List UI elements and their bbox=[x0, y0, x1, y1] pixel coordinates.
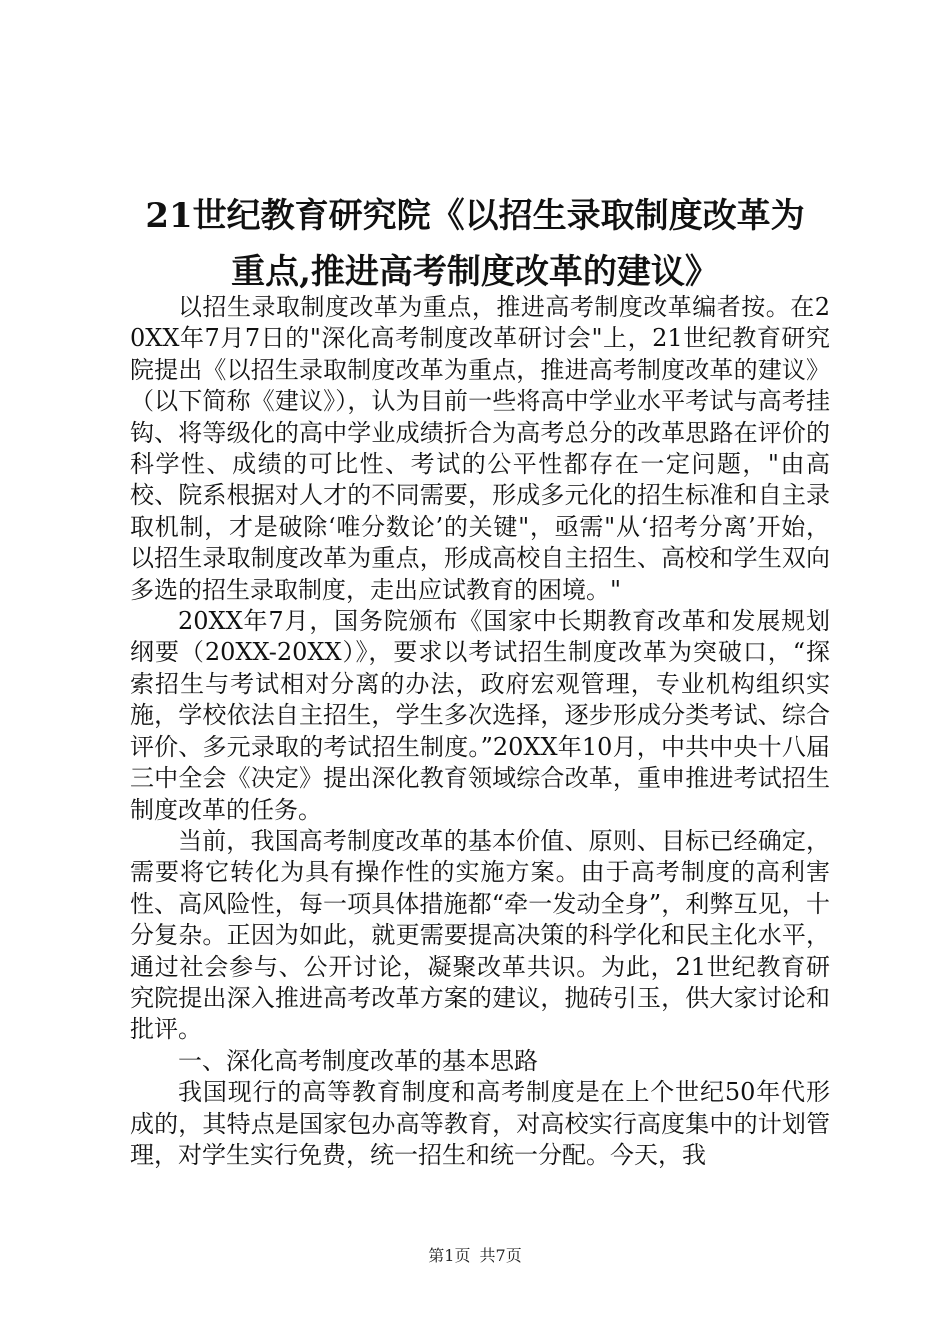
page-number: 第1页 bbox=[428, 1246, 471, 1265]
document-title-line-1: 21世纪教育研究院《以招生录取制度改革为 bbox=[145, 196, 805, 236]
paragraph-2: 20XX年7月，国务院颁布《国家中长期教育改革和发展规划纲要（20XX-20XX）》，要求以考试招生制度改革为突破口，“探索招生与考试相对分离的办法，政府宏观管理，专业机构组织实施，学校依法自主招生，学生多次选择，逐步形成分类考试、综合评价、多元录取的考试招生制度。”20XX年10月，中共中央十八届三中全会《决定》提出深化教育领域综合改革，重申推进考试招生制度改革的任务。 bbox=[130, 607, 830, 824]
paragraph-3: 当前，我国高考制度改革的基本价值、原则、目标已经确定，需要将它转化为具有操作性的实施方案。由于高考制度的高利害性、高风险性，每一项具体措施都“牵一发动全身”，利弊互见，十分复杂。正因为如此，就更需要提高决策的科学化和民主化水平，通过社会参与、公开讨论，凝聚改革共识。为此，21世纪教育研究院提出深入推进高考改革方案的建议，抛砖引玉，供大家讨论和批评。 bbox=[130, 826, 830, 1044]
section-heading: 一、深化高考制度改革的基本思路 bbox=[178, 1046, 538, 1075]
paragraph-4: 我国现行的高等教育制度和高考制度是在上个世纪50年代形成的，其特点是国家包办高等教育，对高校实行高度集中的计划管理，对学生实行免费，统一招生和统一分配。今天，我 bbox=[130, 1078, 830, 1169]
document-title-line-2: 重点,推进高考制度改革的建议》 bbox=[231, 252, 719, 292]
paragraph-1: 以招生录取制度改革为重点，推进高考制度改革编者按。在20XX年7月7日的"深化高考制度改革研讨会"上，21世纪教育研究院提出《以招生录取制度改革为重点，推进高考制度改革的建议》（以下简称《建议》），认为目前一些将高中学业水平考试与高考挂钩、将等级化的高中学业成绩折合为高考总分的改革思路在评价的科学性、成绩的可比性、考试的公平性都存在一定问题，"由高校、院系根据对人才的不同需要，形成多元化的招生标准和自主录取机制，才是破除‘唯分数论’的关键"，亟需"从‘招考分离’开始，以招生录取制度改革为重点，形成高校自主招生、高校和学生双向多选的招生录取制度，走出应试教育的困境。" bbox=[130, 293, 830, 604]
document-body bbox=[130, 292, 830, 1171]
page-footer bbox=[0, 1243, 950, 1266]
page-total: 共7页 bbox=[479, 1246, 522, 1265]
